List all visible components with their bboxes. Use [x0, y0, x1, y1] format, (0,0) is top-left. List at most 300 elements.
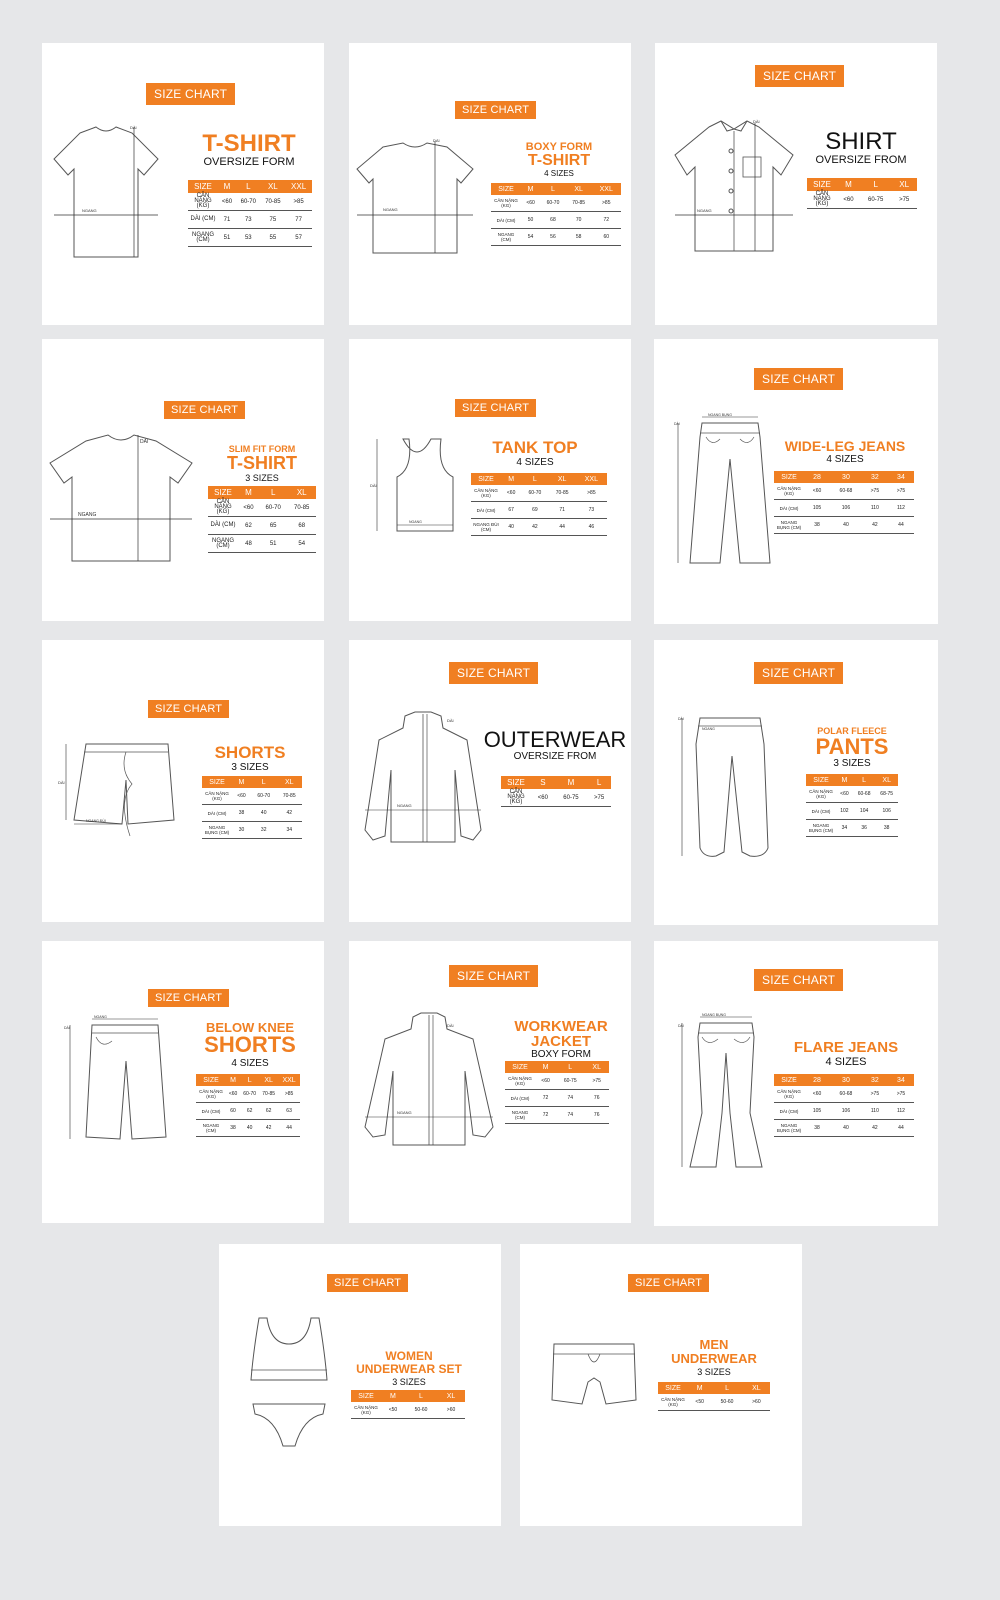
dimension-label: DÀI: [140, 439, 149, 445]
chart-title-block: [483, 728, 627, 763]
measure-value-cell: 68-75: [875, 786, 898, 803]
chart-title-block: [790, 1040, 902, 1068]
measure-value-cell: 70-85: [259, 1086, 278, 1103]
size-header-cell: M: [836, 774, 853, 786]
measure-value-cell: 110: [862, 500, 888, 517]
dimension-label: NGANG BỤNG: [702, 1013, 726, 1017]
measure-value-cell: 40: [251, 805, 277, 822]
size-chart-badge: SIZE CHART: [164, 401, 245, 419]
measure-value-cell: <60: [531, 789, 555, 807]
dim-label-length: DÀI: [130, 125, 137, 130]
chart-title: FLARE JEANS: [793, 1039, 899, 1056]
table-row: [501, 776, 611, 789]
measure-value-cell: 42: [276, 805, 302, 822]
measure-label-cell: DÀI (CM): [505, 1090, 535, 1107]
chart-title-block: [805, 129, 917, 166]
table-row: [807, 191, 917, 209]
measure-value-cell: 60-75: [556, 1073, 584, 1090]
size-header-cell: SIZE: [202, 776, 232, 788]
below-knee-shorts-illustration: [56, 1015, 172, 1151]
measure-label-cell: CÂN NẶNG (KG): [807, 191, 837, 209]
measure-value-cell: 44: [549, 519, 576, 536]
dimension-label: DÀI: [447, 718, 454, 723]
measure-value-cell: 73: [236, 211, 261, 229]
table-row: [208, 499, 316, 517]
measure-value-cell: 73: [576, 502, 607, 519]
measure-value-cell: 75: [261, 211, 286, 229]
size-header-cell: XXL: [592, 183, 621, 195]
measure-value-cell: 38: [804, 1120, 830, 1137]
size-header-cell: SIZE: [658, 1382, 688, 1394]
measure-value-cell: 40: [240, 1120, 259, 1137]
measure-label-cell: DÀI (CM): [806, 803, 836, 820]
dimension-label: DÀI: [753, 119, 760, 124]
size-chart-card-below-knee-shorts: [42, 941, 324, 1223]
measure-value-cell: 60-70: [540, 195, 566, 212]
measure-value-cell: <60: [238, 499, 259, 517]
measure-value-cell: 104: [853, 803, 876, 820]
measure-value-cell: >75: [888, 1086, 914, 1103]
measure-value-cell: 40: [830, 1120, 862, 1137]
size-header-cell: L: [251, 776, 277, 788]
table-row: [658, 1382, 770, 1394]
size-chart-badge: SIZE CHART: [754, 662, 843, 684]
flare-jeans-illustration: [678, 1013, 778, 1173]
measure-value-cell: 50-60: [405, 1402, 437, 1419]
chart-title-block: [196, 1021, 304, 1072]
measure-value-cell: 51: [218, 229, 236, 247]
outerwear-illustration: [357, 710, 487, 850]
size-table: [208, 486, 316, 553]
measure-label-cell: NGANG BỤNG (CM): [774, 517, 804, 534]
measure-value-cell: 106: [830, 500, 862, 517]
size-header-cell: XL: [584, 1061, 609, 1073]
measure-value-cell: <60: [837, 191, 860, 209]
measure-value-cell: 42: [862, 517, 888, 534]
measure-value-cell: 77: [285, 211, 312, 229]
measure-value-cell: 60-70: [259, 499, 288, 517]
measure-value-cell: 70-85: [566, 195, 592, 212]
size-table: [351, 1390, 465, 1419]
measure-value-cell: 72: [535, 1090, 556, 1107]
tank-top-illustration: [369, 435, 469, 539]
table-row: [491, 212, 621, 229]
chart-pretitle: SLIM FIT FORM: [228, 444, 296, 454]
measure-value-cell: <60: [804, 1086, 830, 1103]
measure-value-cell: 74: [556, 1107, 584, 1124]
table-row: [188, 211, 312, 229]
measure-value-cell: 40: [501, 519, 521, 536]
measure-value-cell: 68: [540, 212, 566, 229]
table-row: [774, 517, 914, 534]
measure-value-cell: 62: [259, 1103, 278, 1120]
dimension-label: NGANG: [697, 208, 712, 213]
chart-subtitle: BOXY FORM: [531, 1049, 591, 1060]
dimension-label: NGANG: [94, 1015, 107, 1019]
size-chart-badge: SIZE CHART: [755, 65, 844, 87]
chart-subtitle: 4 SIZES: [516, 457, 554, 468]
measure-value-cell: 34: [276, 822, 302, 839]
measure-label-cell: CÂN NẶNG (KG): [774, 1086, 804, 1103]
dimension-label: NGANG: [702, 727, 715, 731]
chart-subtitle: OVERSIZE FROM: [513, 751, 597, 762]
measure-value-cell: <60: [804, 483, 830, 500]
table-row: [202, 822, 302, 839]
size-header-cell: 34: [888, 1074, 914, 1086]
size-chart-badge: SIZE CHART: [327, 1274, 408, 1292]
measure-value-cell: 56: [540, 229, 566, 246]
measure-value-cell: >85: [592, 195, 621, 212]
size-chart-badge: SIZE CHART: [754, 969, 843, 991]
dim-label-width: NGANG: [82, 208, 97, 213]
measure-value-cell: 65: [259, 517, 288, 535]
size-chart-card-flare-jeans: [654, 941, 938, 1226]
size-header-cell: XXL: [576, 473, 607, 485]
size-header-cell: M: [381, 1390, 405, 1402]
measure-value-cell: >75: [862, 1086, 888, 1103]
table-row: [188, 193, 312, 211]
chart-title-block: [507, 1019, 615, 1061]
table-row: [491, 195, 621, 212]
measure-label-cell: CÂN NẶNG (KG): [208, 499, 238, 517]
chart-pretitle: BOXY FORM: [525, 141, 593, 153]
measure-value-cell: 62: [240, 1103, 259, 1120]
measure-value-cell: 71: [218, 211, 236, 229]
measure-value-cell: 60-68: [853, 786, 876, 803]
size-table: [202, 776, 302, 839]
chart-pretitle: POLAR FLEECE: [817, 726, 887, 736]
measure-value-cell: 68: [287, 517, 316, 535]
size-header-cell: XXL: [285, 180, 312, 193]
table-row: [208, 517, 316, 535]
measure-label-cell: CÂN NẶNG (KG): [774, 483, 804, 500]
size-header-cell: M: [226, 1074, 240, 1086]
size-chart-card-tshirt-slim: [42, 339, 324, 621]
measure-label-cell: NGANG (CM): [491, 229, 521, 246]
size-header-cell: SIZE: [196, 1074, 226, 1086]
measure-value-cell: 48: [238, 535, 259, 553]
measure-value-cell: 38: [804, 517, 830, 534]
wide-leg-jeans-illustration: [672, 413, 782, 569]
table-row: [774, 1086, 914, 1103]
measure-value-cell: 44: [278, 1120, 300, 1137]
dimension-label: NGANG: [383, 207, 398, 212]
chart-title: TANK TOP: [492, 438, 578, 457]
measure-value-cell: 106: [830, 1103, 862, 1120]
measure-label-cell: CÂN NẶNG (KG): [471, 485, 501, 502]
chart-title: SHIRT: [825, 128, 897, 155]
measure-value-cell: <60: [232, 788, 251, 805]
size-table: [188, 180, 312, 247]
measure-value-cell: 53: [236, 229, 261, 247]
table-row: [196, 1074, 300, 1086]
measure-value-cell: 44: [888, 517, 914, 534]
size-header-cell: SIZE: [188, 180, 218, 193]
measure-value-cell: 60-68: [830, 1086, 862, 1103]
size-chart-badge: SIZE CHART: [146, 83, 235, 105]
size-chart-badge: SIZE CHART: [628, 1274, 709, 1292]
size-table: [806, 774, 898, 837]
size-chart-card-shirt: [655, 43, 937, 325]
shorts-illustration: [58, 740, 182, 840]
measure-label-cell: CÂN NẶNG (KG): [196, 1086, 226, 1103]
table-row: [471, 485, 607, 502]
measure-value-cell: >85: [576, 485, 607, 502]
workwear-jacket-illustration: [357, 1011, 501, 1151]
table-row: [806, 786, 898, 803]
measure-value-cell: 36: [853, 820, 876, 837]
chart-subtitle: 3 SIZES: [245, 473, 279, 483]
measure-value-cell: 72: [535, 1107, 556, 1124]
table-row: [202, 805, 302, 822]
dimension-label: DÀI: [58, 780, 65, 785]
measure-value-cell: 58: [566, 229, 592, 246]
measure-value-cell: 32: [251, 822, 277, 839]
measure-value-cell: 62: [238, 517, 259, 535]
size-header-cell: SIZE: [351, 1390, 381, 1402]
measure-value-cell: <50: [381, 1402, 405, 1419]
measure-value-cell: 74: [556, 1090, 584, 1107]
table-row: [188, 229, 312, 247]
table-row: [658, 1394, 770, 1411]
size-header-cell: L: [259, 486, 288, 499]
measure-value-cell: <60: [521, 195, 540, 212]
measure-value-cell: <60: [226, 1086, 240, 1103]
size-chart-badge: SIZE CHART: [455, 399, 536, 417]
measure-value-cell: 102: [836, 803, 853, 820]
size-header-cell: SIZE: [208, 486, 238, 499]
measure-value-cell: >75: [587, 789, 611, 807]
chart-title-block: [202, 744, 298, 774]
size-header-cell: XL: [743, 1382, 770, 1394]
size-header-cell: SIZE: [505, 1061, 535, 1073]
pants-illustration: [676, 714, 776, 864]
table-row: [188, 180, 312, 193]
size-header-cell: 30: [830, 471, 862, 483]
chart-title: OUTERWEAR: [483, 727, 627, 752]
tshirt-illustration: [353, 139, 477, 259]
size-header-cell: XL: [259, 1074, 278, 1086]
measure-value-cell: >85: [285, 193, 312, 211]
measure-label-cell: NGANG (CM): [188, 229, 218, 247]
dimension-label: DÀI: [447, 1023, 454, 1028]
measure-label-cell: NGANG ĐÙI (CM): [471, 519, 501, 536]
chart-title-block: [780, 438, 910, 466]
size-header-cell: S: [531, 776, 555, 789]
dimension-label: NGANG ĐÙI: [86, 819, 106, 823]
measure-value-cell: 55: [261, 229, 286, 247]
size-header-cell: XL: [549, 473, 576, 485]
size-chart-badge: SIZE CHART: [148, 700, 229, 718]
tshirt-illustration: [46, 433, 196, 565]
measure-value-cell: 60: [226, 1103, 240, 1120]
size-header-cell: M: [501, 473, 521, 485]
size-header-cell: XL: [566, 183, 592, 195]
chart-title: WORKWEAR JACKET: [514, 1018, 608, 1050]
measure-label-cell: CÂN NẶNG (KG): [202, 788, 232, 805]
dimension-label: DÀI: [678, 1024, 684, 1028]
table-row: [491, 229, 621, 246]
chart-subtitle: 4 SIZES: [544, 169, 574, 178]
measure-value-cell: 50-60: [711, 1394, 742, 1411]
size-chart-card-women-underwear: [219, 1244, 501, 1526]
measure-value-cell: 60-75: [860, 191, 891, 209]
measure-value-cell: 106: [875, 803, 898, 820]
table-row: [505, 1090, 609, 1107]
size-header-cell: SIZE: [774, 471, 804, 483]
size-header-cell: 30: [830, 1074, 862, 1086]
dimension-label: DÀI: [370, 483, 377, 488]
chart-title: SHORTS: [204, 1032, 296, 1057]
measure-label-cell: CÂN NẶNG (KG): [505, 1073, 535, 1090]
table-row: [806, 774, 898, 786]
size-header-cell: M: [535, 1061, 556, 1073]
measure-value-cell: >60: [437, 1402, 465, 1419]
table-row: [351, 1402, 465, 1419]
size-chart-badge: SIZE CHART: [148, 989, 229, 1007]
measure-value-cell: 40: [830, 517, 862, 534]
chart-title: MEN UNDERWEAR: [671, 1337, 757, 1366]
table-row: [774, 483, 914, 500]
table-row: [202, 788, 302, 805]
women-underwear-illustration: [247, 1314, 331, 1454]
chart-title: T-SHIRT: [202, 130, 296, 157]
chart-title-block: [658, 1338, 770, 1378]
table-row: [806, 803, 898, 820]
chart-title: T-SHIRT: [527, 152, 591, 169]
table-row: [505, 1107, 609, 1124]
measure-value-cell: 67: [501, 502, 521, 519]
table-row: [505, 1073, 609, 1090]
table-row: [774, 1103, 914, 1120]
measure-label-cell: NGANG (CM): [196, 1120, 226, 1137]
size-header-cell: M: [238, 486, 259, 499]
measure-label-cell: DÀI (CM): [196, 1103, 226, 1120]
size-chart-card-tank-top: [349, 339, 631, 621]
measure-value-cell: 44: [888, 1120, 914, 1137]
size-chart-card-wide-leg-jeans: [654, 339, 938, 624]
chart-pretitle: BELOW KNEE: [205, 1020, 295, 1035]
measure-value-cell: 30: [232, 822, 251, 839]
measure-label-cell: DÀI (CM): [471, 502, 501, 519]
measure-value-cell: <60: [218, 193, 236, 211]
size-header-cell: L: [521, 473, 548, 485]
size-table: [658, 1382, 770, 1411]
size-header-cell: SIZE: [471, 473, 501, 485]
size-header-cell: 28: [804, 471, 830, 483]
size-header-cell: L: [711, 1382, 742, 1394]
size-header-cell: M: [837, 178, 860, 191]
measure-value-cell: 70-85: [261, 193, 286, 211]
size-header-cell: XL: [891, 178, 917, 191]
size-header-cell: L: [587, 776, 611, 789]
size-header-cell: L: [236, 180, 261, 193]
measure-value-cell: >75: [584, 1073, 609, 1090]
size-table: [774, 1074, 914, 1137]
size-header-cell: 32: [862, 1074, 888, 1086]
measure-label-cell: NGANG (CM): [505, 1107, 535, 1124]
table-row: [351, 1390, 465, 1402]
size-header-cell: XL: [437, 1390, 465, 1402]
table-row: [471, 502, 607, 519]
size-header-cell: L: [240, 1074, 259, 1086]
size-header-cell: XXL: [278, 1074, 300, 1086]
measure-value-cell: 110: [862, 1103, 888, 1120]
measure-value-cell: 60-70: [251, 788, 277, 805]
size-table: [501, 776, 611, 807]
size-table: [491, 183, 621, 246]
size-chart-card-tshirt-oversize: [42, 43, 324, 325]
size-chart-card-shorts: [42, 640, 324, 922]
table-row: [807, 178, 917, 191]
dimension-label: NGANG BỤNG: [708, 413, 732, 417]
size-header-cell: SIZE: [807, 178, 837, 191]
table-row: [208, 486, 316, 499]
size-header-cell: SIZE: [491, 183, 521, 195]
chart-subtitle: 3 SIZES: [231, 762, 269, 773]
table-row: [774, 500, 914, 517]
measure-value-cell: >75: [891, 191, 917, 209]
measure-value-cell: 60-70: [521, 485, 548, 502]
size-header-cell: 34: [888, 471, 914, 483]
measure-label-cell: CÂN NẶNG (KG): [806, 786, 836, 803]
measure-value-cell: >85: [278, 1086, 300, 1103]
measure-value-cell: 42: [862, 1120, 888, 1137]
measure-value-cell: 60-70: [236, 193, 261, 211]
size-header-cell: M: [521, 183, 540, 195]
size-header-cell: L: [853, 774, 876, 786]
dimension-label: NGANG: [397, 803, 412, 808]
measure-label-cell: CÂN NẶNG (KG): [658, 1394, 688, 1411]
size-chart-badge: SIZE CHART: [754, 368, 843, 390]
measure-value-cell: 63: [278, 1103, 300, 1120]
measure-value-cell: 54: [287, 535, 316, 553]
size-header-cell: XL: [875, 774, 898, 786]
size-table: [505, 1061, 609, 1124]
measure-value-cell: 105: [804, 1103, 830, 1120]
dimension-label: DÀI: [64, 1026, 70, 1030]
measure-value-cell: 105: [804, 500, 830, 517]
size-header-cell: L: [540, 183, 566, 195]
chart-subtitle: 4 SIZES: [231, 1058, 269, 1069]
chart-subtitle: OVERSIZE FORM: [203, 156, 295, 168]
table-row: [202, 776, 302, 788]
size-header-cell: SIZE: [806, 774, 836, 786]
chart-subtitle: 3 SIZES: [833, 758, 871, 769]
chart-title: SHORTS: [214, 743, 286, 762]
measure-value-cell: 60-68: [830, 483, 862, 500]
chart-subtitle: OVERSIZE FROM: [815, 154, 907, 166]
chart-title: T-SHIRT: [227, 453, 297, 473]
measure-label-cell: NGANG BỤNG (CM): [202, 822, 232, 839]
table-row: [196, 1103, 300, 1120]
measure-label-cell: DÀI (CM): [491, 212, 521, 229]
chart-title-block: [802, 726, 902, 770]
measure-value-cell: 76: [584, 1090, 609, 1107]
chart-title: WIDE-LEG JEANS: [784, 438, 906, 454]
measure-label-cell: CÂN NẶNG (KG): [491, 195, 521, 212]
size-chart-badge: SIZE CHART: [449, 965, 538, 987]
size-header-cell: 28: [804, 1074, 830, 1086]
chart-title: WOMEN UNDERWEAR SET: [356, 1349, 462, 1376]
dimension-label: NGANG: [397, 1110, 412, 1115]
size-table: [807, 178, 917, 209]
measure-value-cell: 57: [285, 229, 312, 247]
size-header-cell: L: [556, 1061, 584, 1073]
size-table: [196, 1074, 300, 1137]
measure-value-cell: 51: [259, 535, 288, 553]
chart-title-block: [349, 1350, 469, 1388]
